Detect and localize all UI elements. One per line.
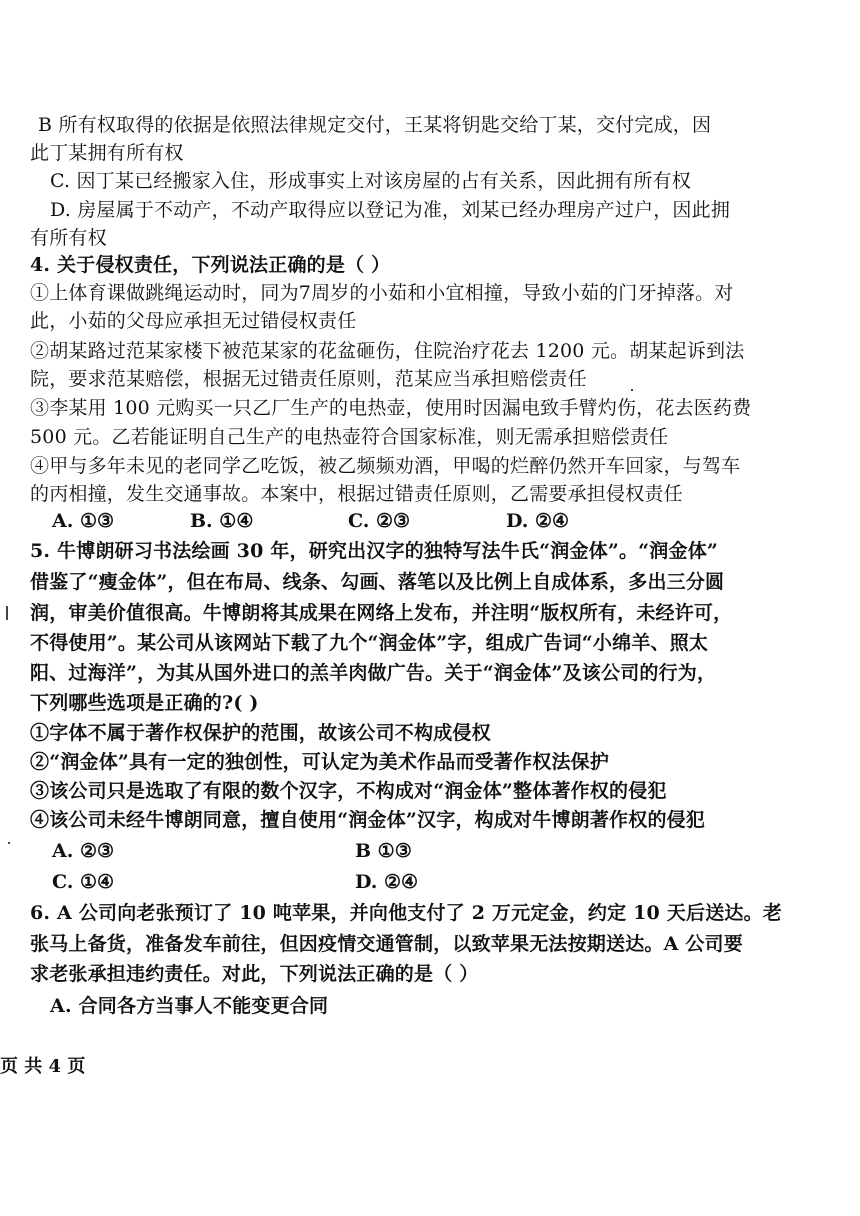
q6-stem-line3: 求老张承担违约责任。对此，下列说法正确的是（ ） (30, 963, 479, 985)
q3-option-d-line1: D. 房屋属于不动产，不动产取得应以登记为准，刘某已经办理房产过户，因此拥 (50, 199, 731, 221)
q5-statement-3: ③该公司只是选取了有限的数个汉字，不构成对“润金体”整体著作权的侵犯 (30, 780, 667, 802)
q5-stem-line6: 下列哪些选项是正确的?( ) (30, 692, 259, 714)
q5-statement-2: ②“润金体”具有一定的独创性，可认定为美术作品而受著作权法保护 (30, 751, 610, 773)
q5-option-b: B ①③ (355, 840, 412, 862)
q5-stem-line4: 不得使用”。某公司从该网站下载了九个“润金体”字，组成广告词“小绵羊、照太 (30, 632, 709, 654)
q5-stem-line1: 5. 牛博朗研习书法绘画 30 年，研究出汉字的独特写法牛氏“润金体”。“润金体” (30, 540, 719, 562)
q5-stem-line5: 阳、过海洋”，为其从国外进口的羔羊肉做广告。关于“润金体”及该公司的行为， (30, 662, 717, 684)
q5-stem-line3: 润，审美价值很高。牛博朗将其成果在网络上发布，并注明“版权所有，未经许可， (30, 602, 733, 624)
q4-stem: 4. 关于侵权责任，下列说法正确的是（ ） (30, 254, 391, 276)
q4-statement-2-line2: 院，要求范某赔偿，根据无过错责任原则，范某应当承担赔偿责任 (30, 368, 587, 390)
q5-stem-line2: 借鉴了“瘦金体”，但在布局、线条、勾画、落笔以及比例上自成体系，多出三分圆 (30, 571, 725, 593)
q5-statement-1: ①字体不属于著作权保护的范围，故该公司不构成侵权 (30, 722, 491, 744)
q5-option-d: D. ②④ (355, 871, 419, 893)
q4-statement-4-line2: 的丙相撞，发生交通事故。本案中，根据过错责任原则，乙需要承担侵权责任 (30, 483, 683, 505)
scan-mark (6, 606, 8, 620)
q4-statement-1-line1: ①上体育课做跳绳运动时，同为7周岁的小茹和小宜相撞，导致小茹的门牙掉落。对 (30, 282, 734, 304)
q4-option-a: A. ①③ (52, 510, 115, 532)
page-footer: 页 共 4 页 (0, 1056, 86, 1077)
q3-option-b-line2: 此丁某拥有所有权 (30, 142, 184, 164)
q6-stem-line2: 张马上备货，准备发车前往，但因疫情交通管制，以致苹果无法按期送达。A 公司要 (30, 933, 743, 955)
q4-statement-3-line2: 500 元。乙若能证明自己生产的电热壶符合国家标准，则无需承担赔偿责任 (30, 426, 669, 448)
q3-option-c: C. 因丁某已经搬家入住，形成事实上对该房屋的占有关系，因此拥有所有权 (50, 170, 691, 192)
q4-statement-2-line1: ②胡某路过范某家楼下被范某家的花盆砸伤，住院治疗花去 1200 元。胡某起诉到法 (30, 340, 745, 362)
q4-statement-1-line2: 此，小茹的父母应承担无过错侵权责任 (30, 310, 357, 332)
scan-mark (631, 389, 633, 391)
q4-option-b: B. ①④ (190, 510, 254, 532)
q6-stem-line1: 6. A 公司向老张预订了 10 吨苹果，并向他支付了 2 万元定金，约定 10 天后送达。老 (30, 902, 782, 924)
scan-mark (8, 842, 10, 844)
q4-option-d: D. ②④ (506, 510, 570, 532)
q4-statement-3-line1: ③李某用 100 元购买一只乙厂生产的电热壶，使用时因漏电致手臂灼伤，花去医药费 (30, 397, 752, 419)
q4-option-c: C. ②③ (348, 510, 411, 532)
q5-option-c: C. ①④ (52, 871, 115, 893)
q3-option-b-line1: B 所有权取得的依据是依照法律规定交付，王某将钥匙交给丁某，交付完成，因 (38, 114, 712, 136)
q6-option-a: A. 合同各方当事人不能变更合同 (50, 995, 329, 1017)
q3-option-d-line2: 有所有权 (30, 227, 107, 249)
q4-statement-4-line1: ④甲与多年未见的老同学乙吃饭，被乙频频劝酒，甲喝的烂醉仍然开车回家，与驾车 (30, 455, 741, 477)
q5-option-a: A. ②③ (52, 840, 115, 862)
q5-statement-4: ④该公司未经牛博朗同意，擅自使用“润金体”汉字，构成对牛博朗著作权的侵犯 (30, 809, 706, 831)
